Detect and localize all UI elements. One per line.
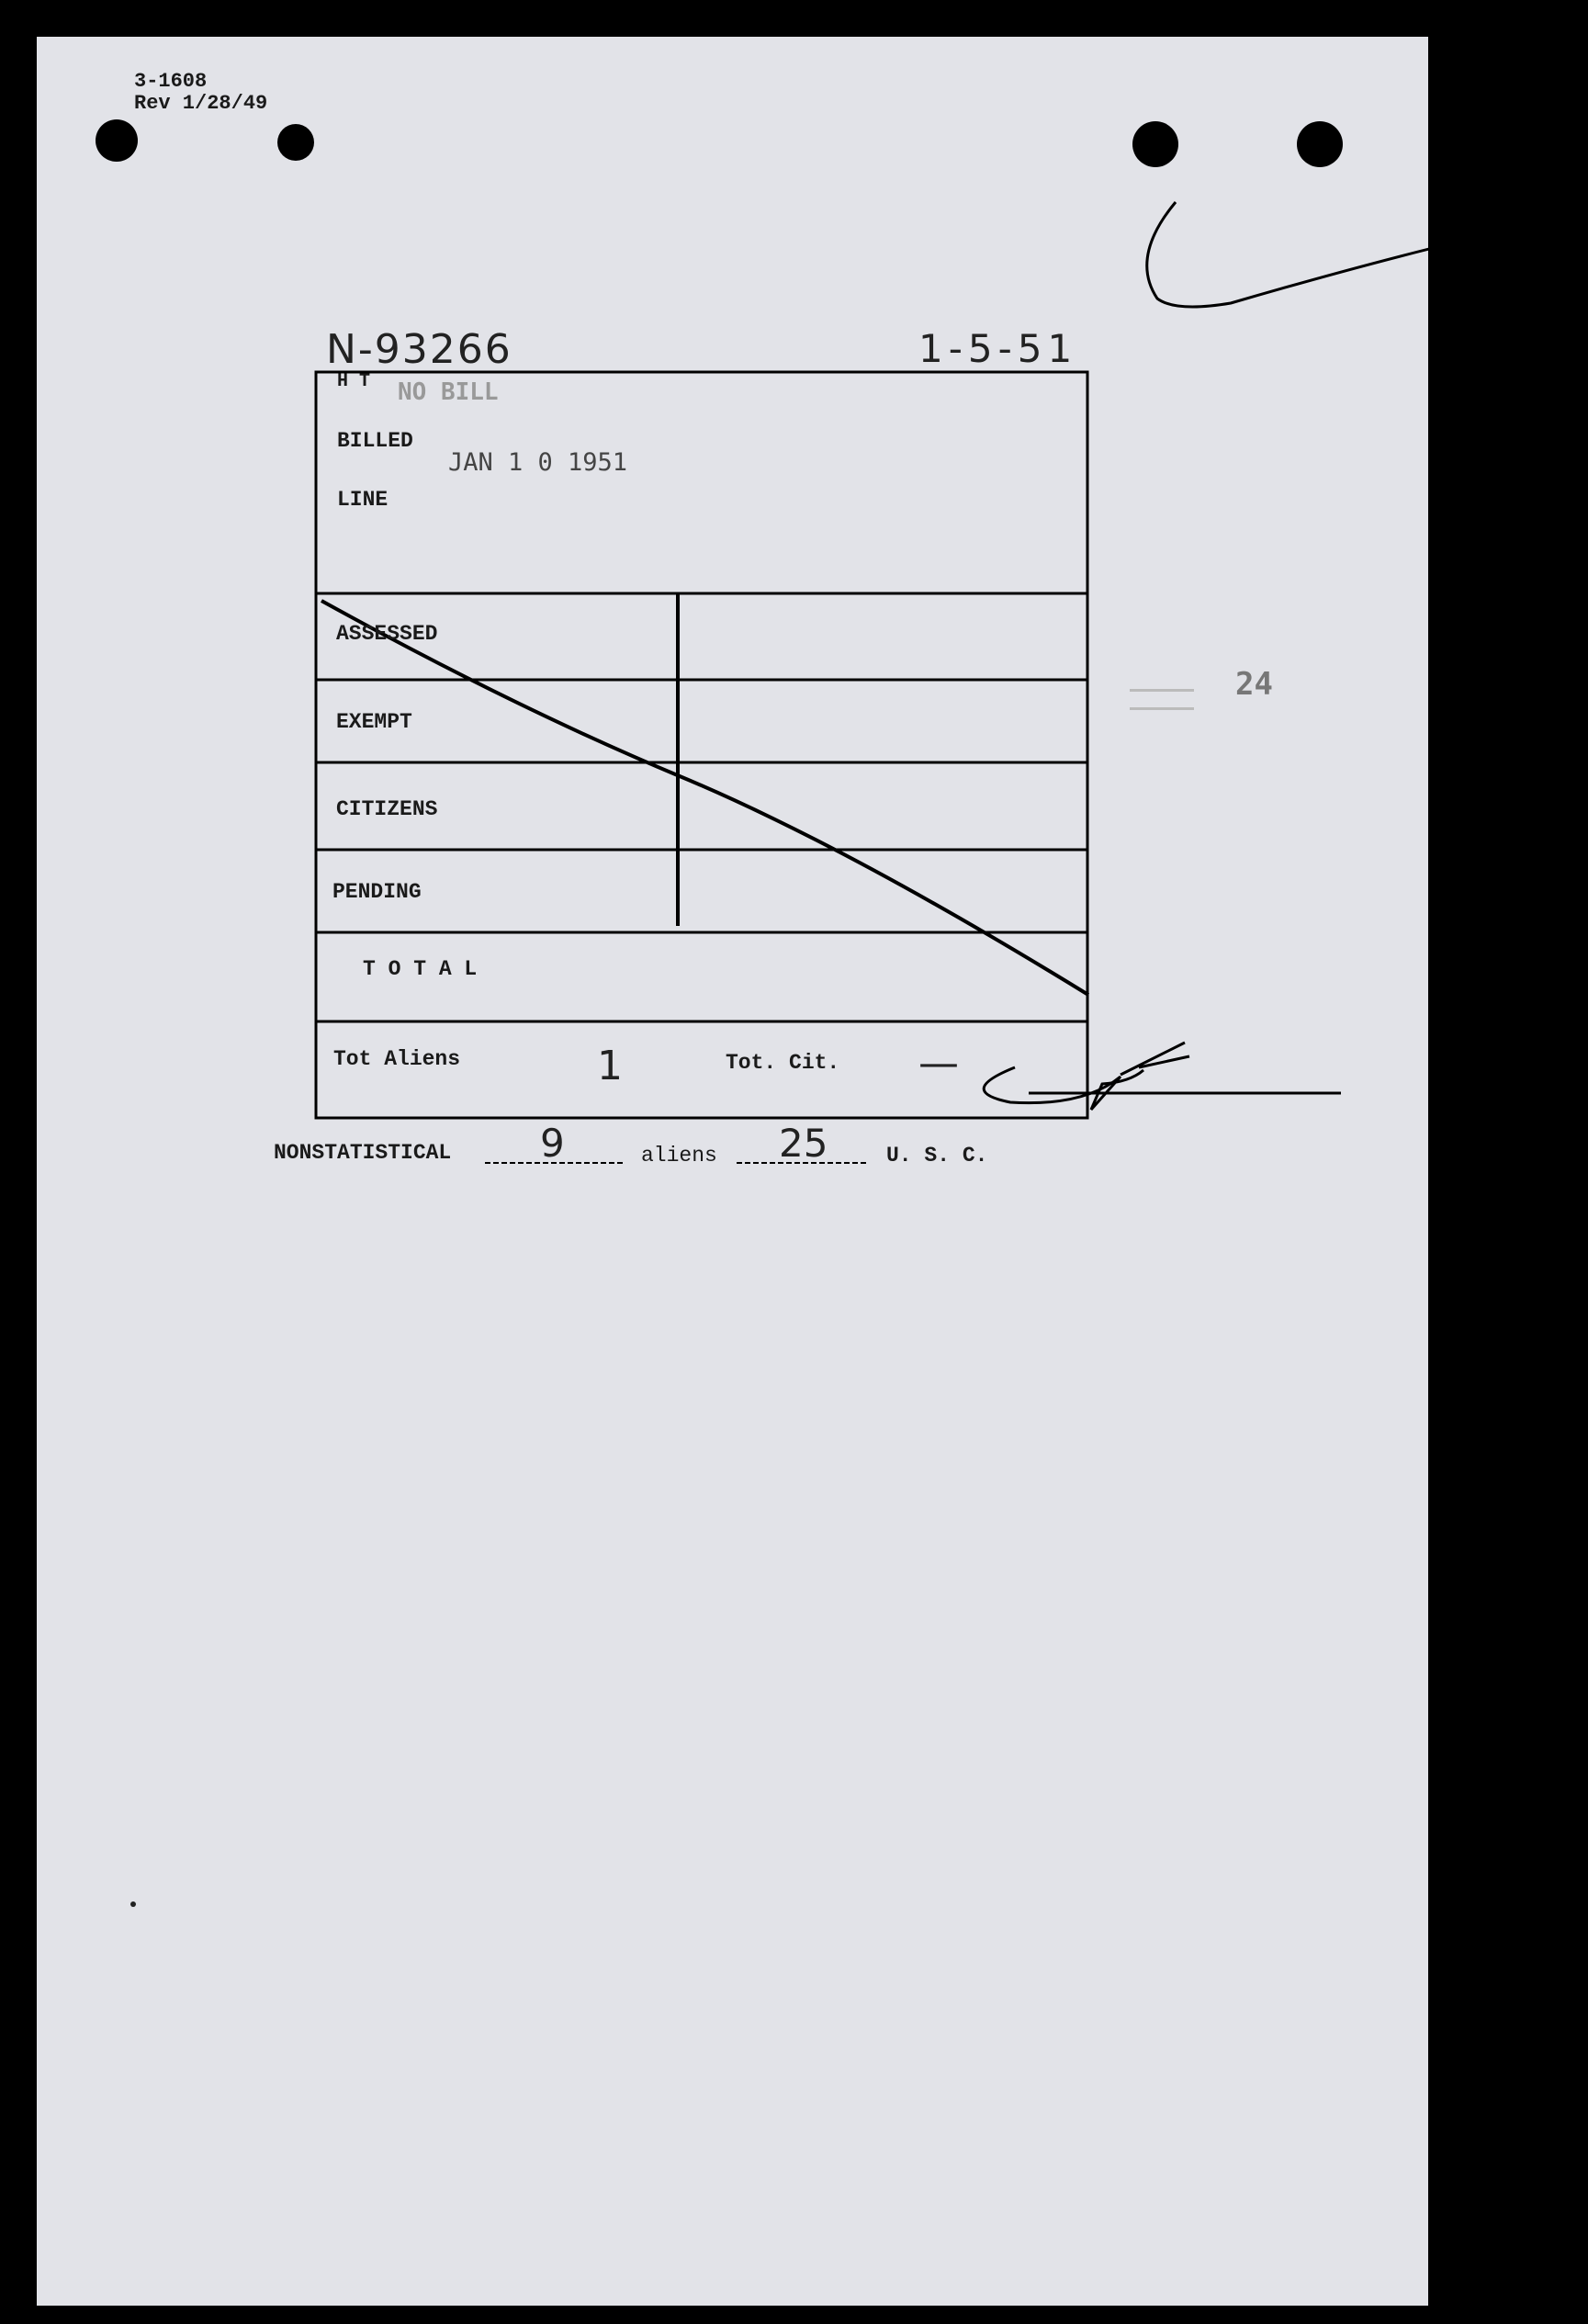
row-total: T O T A L <box>363 957 478 981</box>
document-page <box>37 37 1428 2306</box>
label-ht: H T <box>337 371 371 392</box>
label-billed: BILLED <box>337 429 413 453</box>
tot-cit-value: — <box>918 1040 959 1087</box>
no-bill-stamp: NO BILL <box>398 378 499 406</box>
stray-dot <box>130 1901 136 1907</box>
row-pending: PENDING <box>332 880 422 904</box>
nonstatistical-aliens-label: aliens <box>641 1144 717 1168</box>
side-number: 24 <box>1235 666 1273 703</box>
row-citizens: CITIZENS <box>336 797 438 821</box>
table-frame <box>37 37 1428 2306</box>
manifest-number: N-93266 <box>326 326 512 373</box>
tot-aliens-label: Tot Aliens <box>333 1047 461 1071</box>
billed-date-stamp: JAN 1 0 1951 <box>448 448 628 477</box>
tot-aliens-value: 1 <box>597 1043 623 1089</box>
row-assessed: ASSESSED <box>336 622 438 646</box>
nonstatistical-usc-label: U. S. C. <box>886 1144 988 1168</box>
pencil-arc <box>1147 202 1428 307</box>
nonstatistical-usc-value: 25 <box>779 1121 828 1166</box>
form-number: 3-1608 <box>134 70 208 93</box>
nonstatistical-label: NONSTATISTICAL <box>274 1141 452 1165</box>
manifest-date: 1-5-51 <box>918 326 1078 371</box>
tot-cit-label: Tot. Cit. <box>726 1051 840 1075</box>
label-line: LINE <box>337 488 389 512</box>
nonstatistical-aliens-value: 9 <box>540 1121 565 1166</box>
row-exempt: EXEMPT <box>336 710 412 734</box>
form-revision: Rev 1/28/49 <box>134 92 268 115</box>
